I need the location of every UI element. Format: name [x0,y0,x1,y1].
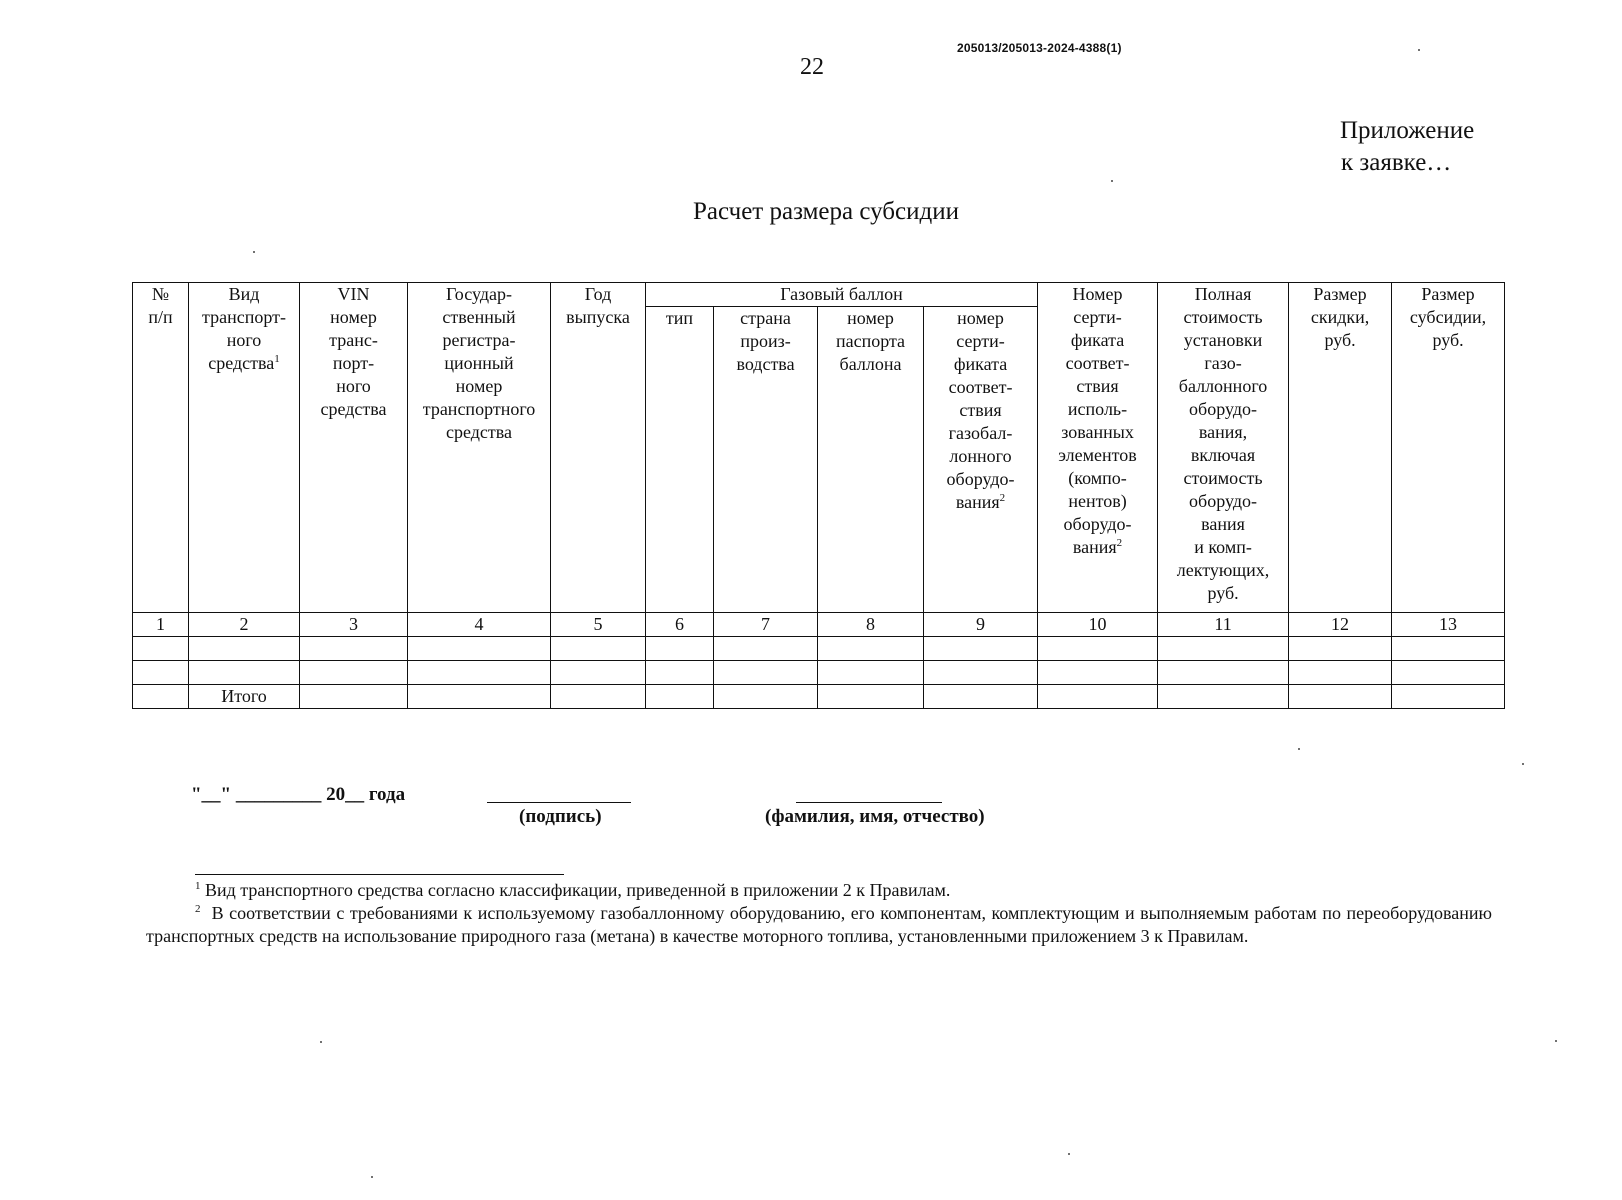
table-cell [646,685,714,709]
footnote-separator [195,874,564,875]
column-number: 3 [300,613,408,637]
table-cell [1038,661,1158,685]
column-number: 10 [1038,613,1158,637]
footnote-2-text: В соответствии с требованиями к используемому газобаллонному оборудованию, его компонентам, комплектующим и выполняемым работам по переоборудованию транспортных средств на использование природного газа (метана) в качестве моторного топлива, установленными приложением 3 к Правилам. [146,903,1492,946]
table-cell [300,637,408,661]
header-discount: Размер скидки, руб. [1289,283,1392,613]
table-cell [133,685,189,709]
scan-speck [1555,1040,1557,1042]
table-cell [1158,685,1289,709]
document-code: 205013/205013-2024-4388(1) [957,41,1122,55]
table-cell [551,637,646,661]
header-cylinder-passport: номер паспорта баллона [818,307,924,613]
name-line [796,802,942,803]
table-cell [1158,661,1289,685]
column-number: 7 [714,613,818,637]
table-cell [818,661,924,685]
scan-speck [371,1176,373,1178]
column-number: 1 [133,613,189,637]
table-cell [714,661,818,685]
scan-speck [1522,763,1524,765]
column-number: 8 [818,613,924,637]
column-number-row [133,613,1505,637]
signature-caption: (подпись) [519,806,602,827]
header-cylinder-certificate: номер серти- фиката соответ- ствия газобал- лонного оборудо- вания$^2$ [924,307,1038,613]
document-title: Расчет размера субсидии [693,198,959,225]
appendix-label [1340,115,1474,179]
table-cell [1158,637,1289,661]
table-cell [1038,685,1158,709]
table-cell [1038,637,1158,661]
table-cell [133,661,189,685]
signature-date: "__" _________ 20__ года [191,784,406,805]
table-cell [408,661,551,685]
table-cell [646,637,714,661]
footnote-ref-1: 1 [274,353,280,365]
column-number: 5 [551,613,646,637]
table-cell [818,637,924,661]
signature-line [487,802,631,803]
header-gas-cylinder-group: Газовый баллон [646,283,1038,307]
footnote-ref-2: 2 [999,492,1006,504]
page-number: 22 [800,54,824,80]
header-row-number: № п/п [133,283,189,613]
column-number: 12 [1289,613,1392,637]
header-cylinder-type: тип [646,307,714,613]
table-cell [924,637,1038,661]
header-components-certificate: Номер серти- фиката соответ- ствия исполь- зованных элементов (компо- нентов) оборудо- вания$^2$ [1038,283,1158,613]
column-number: 2 [189,613,300,637]
column-number: 13 [1392,613,1505,637]
scan-speck [1418,49,1420,51]
table-cell [924,685,1038,709]
scan-speck [1111,180,1113,182]
scan-speck [1068,1153,1070,1155]
table-cell [1392,685,1505,709]
table-cell [551,661,646,685]
table-cell [1392,661,1505,685]
table-cell [300,685,408,709]
table-cell [189,661,300,685]
table-cell [300,661,408,685]
name-caption: (фамилия, имя, отчество) [765,806,985,827]
table-row [133,661,1505,685]
scan-speck [253,251,255,253]
total-label: Итого [189,685,300,709]
table-cell [924,661,1038,685]
footnote-1-mark: 1 [195,880,201,892]
header-reg-number: Государ- ственный регистра- ционный номер транспортного средства [408,283,551,613]
table-cell [818,685,924,709]
column-number: 11 [1158,613,1289,637]
table-cell [1289,637,1392,661]
header-subsidy: Размер субсидии, руб. [1392,283,1505,613]
header-vin: VIN номер транс- порт- ного средства [300,283,408,613]
table-cell [408,685,551,709]
table-cell [646,661,714,685]
header-cylinder-country: страна произ- водства [714,307,818,613]
footnote-ref-2: 2 [1116,537,1123,549]
appendix-line-2: к заявке… [1341,149,1452,176]
column-number: 9 [924,613,1038,637]
scan-speck [1298,748,1300,750]
table-cell [189,637,300,661]
table-cell [1289,685,1392,709]
header-vehicle-type: Вид транспорт- ного средства$^1$ [189,283,300,613]
scan-speck [320,1041,322,1043]
footnote-2-mark: 2 [195,903,201,915]
header-year: Год выпуска [551,283,646,613]
table-cell [1289,661,1392,685]
table-cell [714,685,818,709]
column-number: 4 [408,613,551,637]
appendix-line-1: Приложение [1340,117,1475,144]
table-cell [133,637,189,661]
footnote-1-text: Вид транспортного средства согласно классификации, приведенной в приложении 2 к Правилам. [205,880,951,900]
subsidy-table [132,282,1505,709]
header-full-cost: Полная стоимость установки газо- баллонного оборудо- вания, включая стоимость оборудо- вания и комп- лектующих, руб. [1158,283,1289,613]
footnote-2 [146,902,1492,948]
table-cell [1392,637,1505,661]
table-cell [408,637,551,661]
column-number: 6 [646,613,714,637]
table-cell [551,685,646,709]
table-cell [714,637,818,661]
total-row [133,685,1505,709]
footnote-1 [146,879,1492,902]
table-row [133,637,1505,661]
